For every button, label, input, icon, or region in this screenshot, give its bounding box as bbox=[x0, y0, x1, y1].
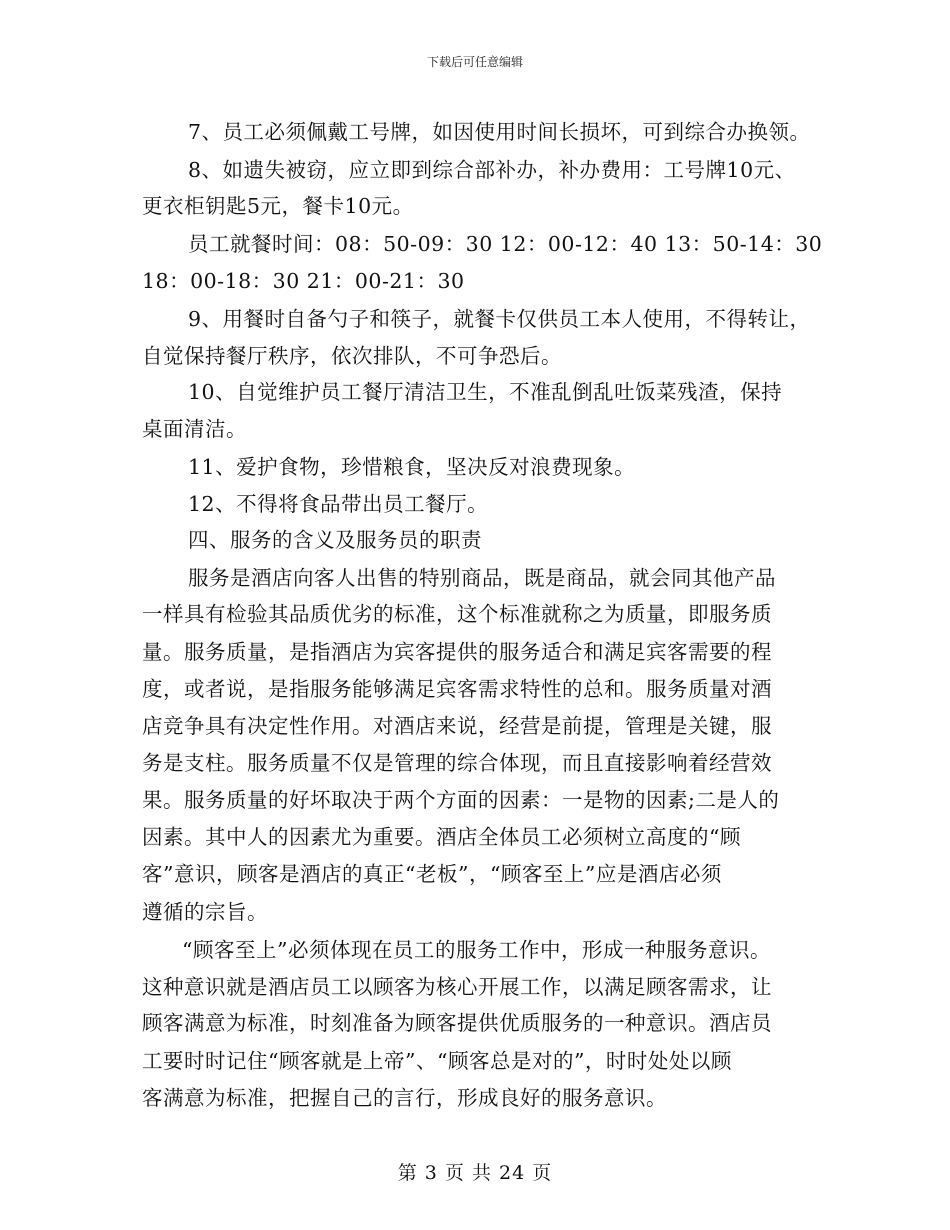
text-line: 12、不得将食品带出员工餐厅。 bbox=[188, 492, 489, 516]
text-line: 度，或者说，是指服务能够满足宾客需求特性的总和。服务质量对酒 bbox=[142, 677, 772, 701]
text-line: 这种意识就是酒店员工以顾客为核心开展工作，以满足顾客需求，让 bbox=[142, 975, 772, 999]
text-line: 7、员工必须佩戴工号牌，如因使用时间长损坏，可到综合办换领。 bbox=[188, 120, 811, 144]
text-line: 11、爱护食物，珍惜粮食，坚决反对浪费现象。 bbox=[188, 455, 636, 479]
text-line: 一样具有检验其品质优劣的标准，这个标准就称之为质量，即服务质 bbox=[142, 602, 772, 626]
text-line: 8、如遗失被窃，应立即到综合部补办，补办费用：工号牌10元、 bbox=[188, 158, 796, 182]
text-line: 务是支柱。服务质量不仅是管理的综合体现，而且直接影响着经营效 bbox=[142, 751, 772, 775]
text-line: 客”意识，顾客是酒店的真正“老板”，“顾客至上”应是酒店必须 bbox=[142, 862, 722, 886]
text-line: 18：00-18：30 21：00-21：30 bbox=[142, 269, 465, 293]
text-line: 10、自觉维护员工餐厅清洁卫生，不准乱倒乱吐饭菜残渣，保持 bbox=[188, 380, 783, 404]
text-line: 客满意为标准，把握自己的言行，形成良好的服务意识。 bbox=[142, 1086, 667, 1110]
text-line: 更衣柜钥匙5元，餐卡10元。 bbox=[142, 194, 414, 218]
text-line: 遵循的宗旨。 bbox=[142, 900, 268, 924]
text-line: 工要时时记住“顾客就是上帝”、“顾客总是对的”，时时处处以顾 bbox=[142, 1049, 732, 1073]
page-footer: 第 3 页 共 24 页 bbox=[397, 1162, 553, 1184]
text-line: 店竞争具有决定性作用。对酒店来说，经营是前提，管理是关键，服 bbox=[142, 714, 772, 738]
text-line: 员工就餐时间：08：50-09：30 12：00-12：40 13：50-14：30 bbox=[188, 232, 823, 256]
section-heading: 四、服务的含义及服务员的职责 bbox=[188, 528, 482, 552]
text-line: 顾客满意为标准，时刻准备为顾客提供优质服务的一种意识。酒店员 bbox=[142, 1011, 772, 1035]
text-line: “顾客至上”必须体现在员工的服务工作中，形成一种服务意识。 bbox=[182, 938, 771, 962]
text-line: 服务是酒店向客人出售的特别商品，既是商品，就会同其他产品 bbox=[188, 566, 776, 590]
text-line: 9、用餐时自备勺子和筷子，就餐卡仅供员工本人使用，不得转让， bbox=[188, 307, 811, 331]
text-line: 因素。其中人的因素尤为重要。酒店全体员工必须树立高度的“顾 bbox=[142, 825, 741, 849]
text-line: 桌面清洁。 bbox=[142, 417, 247, 441]
text-line: 果。服务质量的好坏取决于两个方面的因素：一是物的因素;二是人的 bbox=[142, 788, 780, 812]
text-line: 自觉保持餐厅秩序，依次排队，不可争恐后。 bbox=[142, 344, 562, 368]
page-header: 下载后可任意编辑 bbox=[426, 55, 523, 69]
text-line: 量。服务质量，是指酒店为宾客提供的服务适合和满足宾客需要的程 bbox=[142, 640, 772, 664]
